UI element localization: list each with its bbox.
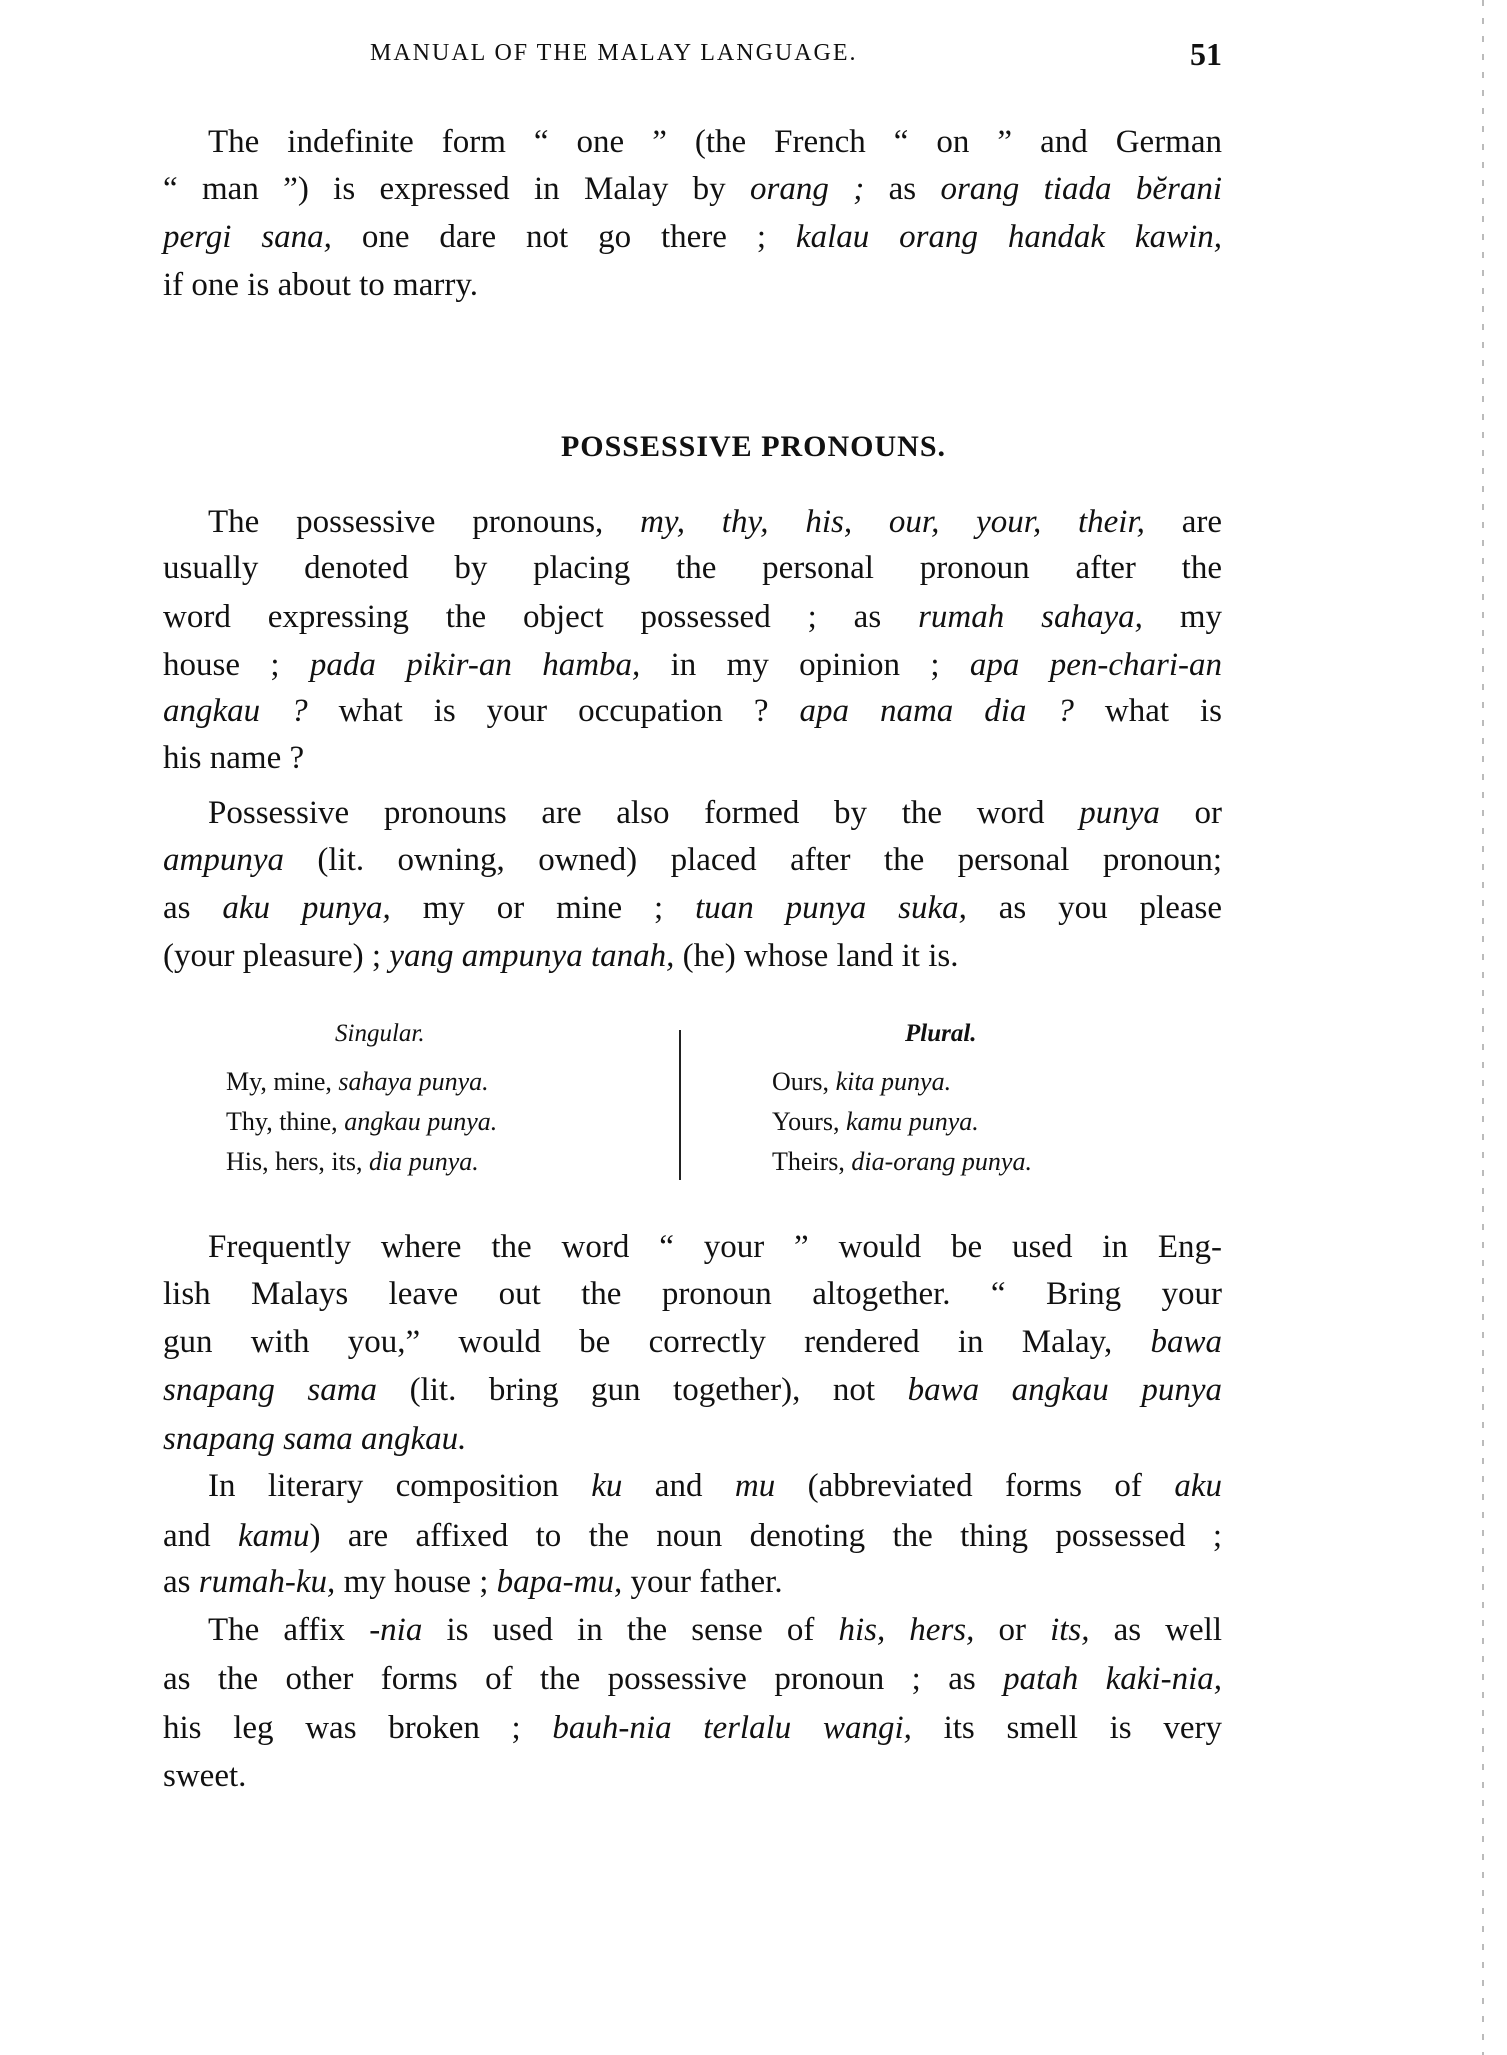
malay-term: aku punya, xyxy=(222,890,391,926)
text-span: what is xyxy=(1073,693,1222,729)
text-span: (your pleasure) ; xyxy=(163,938,390,974)
text-line xyxy=(163,214,1222,261)
text-span: ) are affixed to the noun denoting the thing possessed ; xyxy=(309,1518,1222,1554)
malay-term: bauh-nia terlalu wangi, xyxy=(552,1710,912,1746)
text-span: his name ? xyxy=(163,740,305,776)
text-span: (he) whose land it is. xyxy=(674,938,959,974)
text-span: Yours, xyxy=(772,1107,846,1136)
text-span: as xyxy=(864,171,941,207)
malay-term: dia punya. xyxy=(369,1147,479,1176)
malay-term: apa nama dia ? xyxy=(799,693,1074,729)
malay-term: pergi sana, xyxy=(163,219,332,255)
table-row xyxy=(772,1102,1032,1142)
malay-term: orang ; xyxy=(750,171,865,207)
text-line xyxy=(163,885,1222,932)
table-row xyxy=(226,1062,497,1102)
text-line xyxy=(163,735,1222,782)
text-line xyxy=(163,1367,1222,1414)
malay-term: patah kaki-nia, xyxy=(1003,1661,1222,1697)
malay-term: bawa angkau punya xyxy=(907,1372,1222,1408)
text-span: my house ; xyxy=(335,1564,497,1600)
text-line xyxy=(208,499,1222,546)
text-span: lish Malays leave out the pronoun altogether. “ Bring your xyxy=(163,1276,1222,1312)
text-span: as you please xyxy=(966,890,1222,926)
text-span: In literary composition xyxy=(208,1468,592,1504)
text-line xyxy=(163,933,1222,980)
text-line xyxy=(163,545,1222,592)
table-row xyxy=(772,1142,1032,1182)
text-line xyxy=(163,1656,1222,1703)
malay-term: mu xyxy=(734,1468,776,1504)
text-span: are xyxy=(1144,504,1222,540)
malay-term: ampunya xyxy=(163,842,284,878)
text-span: its smell is very xyxy=(911,1710,1222,1746)
malay-term: orang tiada bĕrani xyxy=(940,171,1222,207)
text-line xyxy=(208,1463,1222,1510)
text-line xyxy=(163,1559,1222,1606)
plural-column xyxy=(772,1062,1032,1182)
text-span: one dare not go there ; xyxy=(331,219,796,255)
malay-term: rumah-ku, xyxy=(198,1564,336,1600)
text-span: or xyxy=(974,1612,1051,1648)
text-span: (lit. owning, owned) placed after the personal pronoun; xyxy=(283,842,1222,878)
malay-term: rumah sahaya, xyxy=(918,599,1143,635)
text-span: (abbreviated forms of xyxy=(775,1468,1175,1504)
malay-term: ku xyxy=(591,1468,623,1504)
malay-term: pada pikir-an hamba, xyxy=(309,647,641,683)
malay-term: -nia xyxy=(369,1612,423,1648)
malay-term: kita punya. xyxy=(835,1067,952,1096)
text-span: Thy, thine, xyxy=(226,1107,345,1136)
text-line xyxy=(163,594,1222,641)
text-line xyxy=(163,166,1222,213)
text-line xyxy=(163,688,1222,735)
malay-term: tuan punya suka, xyxy=(695,890,967,926)
text-span: and xyxy=(622,1468,735,1504)
text-span: Possessive pronouns are also formed by the word xyxy=(208,795,1080,831)
text-line xyxy=(208,1607,1222,1654)
text-span: The indefinite form “ one ” (the French “ on ” and German xyxy=(208,124,1222,160)
text-span: (lit. bring gun together), not xyxy=(377,1372,908,1408)
malay-term: angkau ? xyxy=(163,693,308,729)
malay-term: kamu punya. xyxy=(845,1107,979,1136)
malay-term: aku xyxy=(1174,1468,1222,1504)
text-span: sweet. xyxy=(163,1758,247,1794)
running-title: MANUAL OF THE MALAY LANGUAGE. xyxy=(370,40,858,66)
malay-term: its, xyxy=(1050,1612,1090,1648)
text-line xyxy=(163,1753,1222,1800)
malay-term: sahaya punya. xyxy=(338,1067,489,1096)
table-row xyxy=(226,1142,497,1182)
text-span: if one is about to marry. xyxy=(163,267,478,303)
text-span: as xyxy=(163,890,223,926)
section-heading: POSSESSIVE PRONOUNS. xyxy=(560,430,947,463)
text-line xyxy=(163,642,1222,689)
text-line xyxy=(163,1416,1222,1463)
table-row xyxy=(226,1102,497,1142)
text-line xyxy=(163,1271,1222,1318)
text-span: my or mine ; xyxy=(390,890,696,926)
malay-term: bawa xyxy=(1150,1324,1222,1360)
plural-heading: Plural. xyxy=(905,1020,977,1047)
malay-term: snapang sama xyxy=(163,1372,378,1408)
table-row xyxy=(772,1062,1032,1102)
malay-term: bapa-mu, xyxy=(496,1564,623,1600)
scan-edge-artifact xyxy=(1482,0,1484,2055)
text-span: or xyxy=(1159,795,1222,831)
text-span: Theirs, xyxy=(772,1147,852,1176)
text-span: My, mine, xyxy=(226,1067,339,1096)
text-span: “ man ”) is expressed in Malay by xyxy=(163,171,751,207)
text-span: gun with you,” would be correctly rendered in Malay, xyxy=(163,1324,1151,1360)
text-span: your father. xyxy=(622,1564,783,1600)
malay-term: angkau punya. xyxy=(344,1107,498,1136)
text-line xyxy=(163,1513,1222,1560)
text-span: His, hers, its, xyxy=(226,1147,369,1176)
text-span: as the other forms of the possessive pronoun ; as xyxy=(163,1661,1004,1697)
text-line xyxy=(163,837,1222,884)
text-span: his leg was broken ; xyxy=(163,1710,553,1746)
text-span: is used in the sense of xyxy=(422,1612,839,1648)
text-span: word expressing the object possessed ; as xyxy=(163,599,919,635)
text-span: The possessive pronouns, xyxy=(208,504,641,540)
malay-term: my, thy, his, our, your, their, xyxy=(640,504,1145,540)
text-line xyxy=(208,1224,1222,1271)
page-number: 51 xyxy=(1190,36,1222,72)
malay-term: snapang sama angkau. xyxy=(163,1421,467,1457)
text-line xyxy=(163,1705,1222,1752)
malay-term: kamu xyxy=(238,1518,310,1554)
text-span: my xyxy=(1142,599,1222,635)
malay-term: punya xyxy=(1079,795,1160,831)
malay-term: apa pen-chari-an xyxy=(969,647,1222,683)
text-span: what is your occupation ? xyxy=(307,693,800,729)
text-span: in my opinion ; xyxy=(640,647,970,683)
text-line xyxy=(163,262,1222,309)
singular-column xyxy=(226,1062,497,1182)
text-line xyxy=(208,790,1222,837)
text-span: house ; xyxy=(163,647,310,683)
malay-term: dia-orang punya. xyxy=(851,1147,1032,1176)
text-span: as xyxy=(163,1564,199,1600)
text-line xyxy=(163,1319,1222,1366)
text-span: The affix xyxy=(208,1612,370,1648)
text-span: and xyxy=(163,1518,238,1554)
text-span: Frequently where the word “ your ” would be used in Eng- xyxy=(208,1229,1222,1265)
table-divider xyxy=(679,1030,681,1180)
singular-heading: Singular. xyxy=(335,1020,425,1047)
malay-term: kalau orang handak kawin, xyxy=(795,219,1222,255)
text-span: Ours, xyxy=(772,1067,836,1096)
text-line xyxy=(208,119,1222,166)
text-span: as well xyxy=(1089,1612,1222,1648)
malay-term: yang ampunya tanah, xyxy=(389,938,675,974)
text-span: usually denoted by placing the personal pronoun after the xyxy=(163,550,1222,586)
malay-term: his, hers, xyxy=(838,1612,975,1648)
